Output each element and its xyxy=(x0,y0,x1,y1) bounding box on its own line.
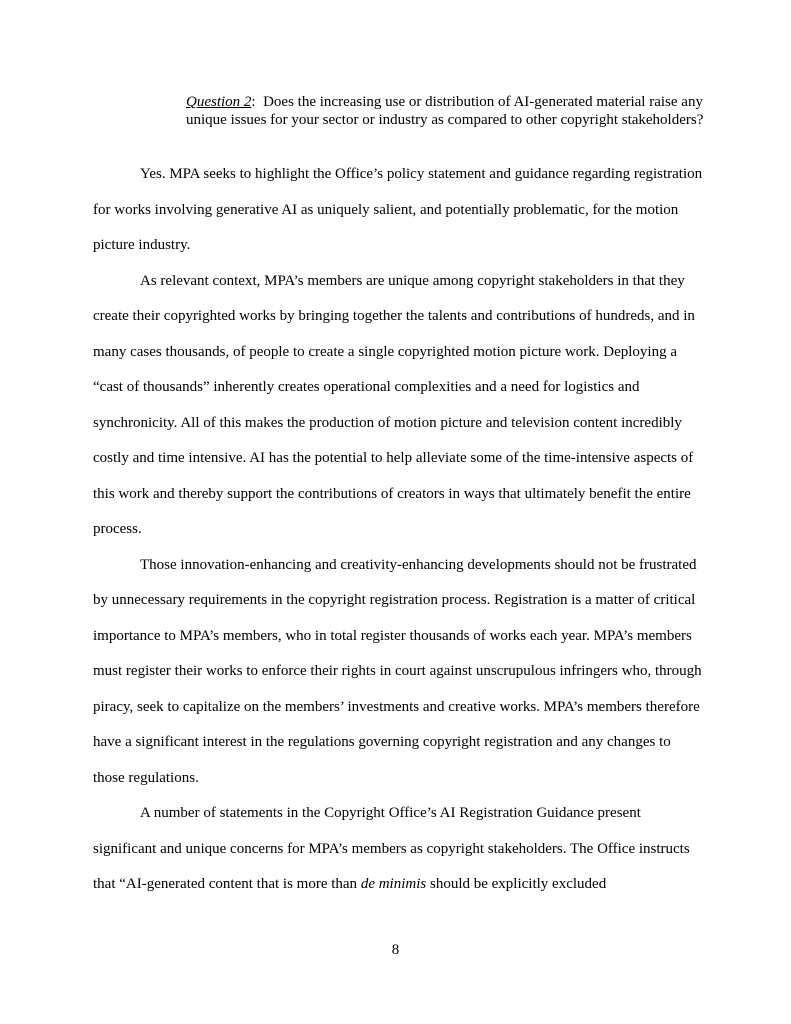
paragraph-final-after: should be explicitly excluded xyxy=(426,876,607,892)
paragraph-final-emphasis: de minimis xyxy=(360,876,427,892)
paragraph: Yes. MPA seeks to highlight the Office’s policy statement and guidance regarding registration for works involving generative AI as uniquely salient, and potentially problematic, for the motion picture industry. xyxy=(93,166,703,253)
paragraph: As relevant context, MPA’s members are unique among copyright stakeholders in that they create their copyrighted works by bringing together the talents and contributions of hundreds, and in many cases thousands, of people to create a single copyrighted motion picture work. Deploying a “cast of thousands” inherently creates operational complexities and a need for logistics and synchronicity. All of this makes the production of motion picture and television content incredibly costly and time intensive. AI has the potential to help alleviate some of the time-intensive aspects of this work and thereby support the contributions of creators in ways that ultimately benefit the entire process. xyxy=(93,272,695,537)
body-text xyxy=(93,157,703,903)
question-label: Question 2 xyxy=(186,94,252,110)
paragraph-final xyxy=(93,796,703,903)
question-colon: : xyxy=(251,94,256,110)
question-text: Does the increasing use or distribution of AI-generated material raise any unique issues for your sector or industry as compared to other copyright stakeholders? xyxy=(186,94,704,128)
paragraph: Those innovation-enhancing and creativity-enhancing developments should not be frustrated by unnecessary requirements in the copyright registration process. Registration is a matter of critical importance to MPA’s members, who in total register thousands of works each year. MPA’s members must register their works to enforce their rights in court against unscrupulous infringers who, through piracy, seek to capitalize on the members’ investments and creative works. MPA’s members therefore have a significant interest in the regulations governing copyright registration and any changes to those regulations. xyxy=(93,556,702,786)
page-number: 8 xyxy=(391,942,400,958)
paragraph-final-before: A number of statements in the Copyright Office’s AI Registration Guidance present significant and unique concerns for MPA’s members as copyright stakeholders. The Office instructs that “AI-generated content that is more than xyxy=(93,805,690,892)
question-block xyxy=(186,93,706,129)
